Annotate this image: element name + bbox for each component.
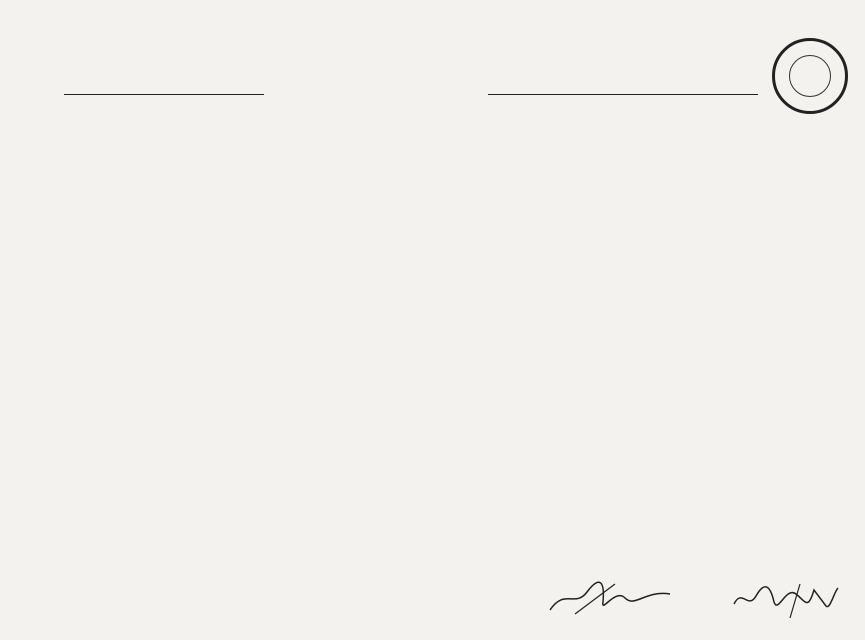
signature-2: [730, 580, 840, 620]
owner-underline: [488, 94, 758, 95]
breeder-underline: [64, 94, 264, 95]
signature-1: [545, 578, 675, 618]
official-stamp: [772, 38, 848, 114]
